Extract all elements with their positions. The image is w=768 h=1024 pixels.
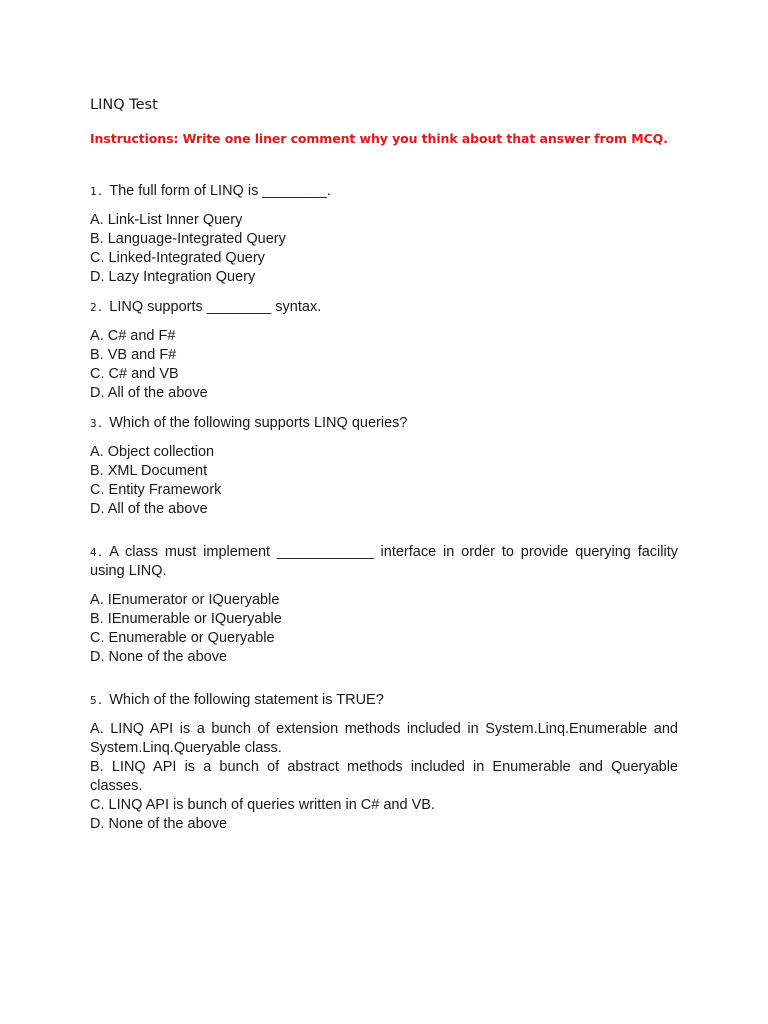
option-c: C. Enumerable or Queryable	[90, 630, 275, 646]
option-a: A. LINQ API is a bunch of extension methods included in System.Linq.Enumerable and System.Linq.Queryable class.	[90, 721, 678, 756]
options-list	[90, 591, 678, 667]
instructions-text: Instructions: Write one liner comment why you think about that answer from MCQ.	[90, 131, 668, 146]
question-number: 5.	[90, 694, 104, 707]
question-text	[90, 298, 678, 317]
question-3	[90, 414, 678, 519]
options-list	[90, 720, 678, 834]
option-a: A. C# and F#	[90, 328, 176, 344]
options-list	[90, 211, 678, 287]
question-number: 3.	[90, 417, 104, 430]
option-a: A. Object collection	[90, 444, 215, 460]
option-c: C. Entity Framework	[90, 482, 222, 498]
question-5	[90, 691, 678, 834]
option-a: A. Link-List Inner Query	[90, 212, 243, 228]
option-d: D. None of the above	[90, 649, 228, 665]
option-b: B. Language-Integrated Query	[90, 231, 286, 247]
question-text	[90, 414, 678, 433]
question-4	[90, 543, 678, 667]
question-body: LINQ supports ________ syntax.	[109, 299, 322, 315]
option-d: D. All of the above	[90, 385, 208, 401]
option-c: C. LINQ API is bunch of queries written in C# and VB.	[90, 797, 435, 813]
document-page	[90, 94, 678, 834]
option-c: C. Linked-Integrated Query	[90, 250, 265, 266]
option-b: B. VB and F#	[90, 347, 177, 363]
options-list	[90, 327, 678, 403]
question-text	[90, 543, 678, 581]
options-list	[90, 443, 678, 519]
option-a: A. IEnumerator or IQueryable	[90, 592, 280, 608]
question-1	[90, 182, 678, 287]
question-text	[90, 182, 678, 201]
question-number: 4.	[90, 546, 104, 559]
question-text	[90, 691, 678, 710]
option-b: B. XML Document	[90, 463, 208, 479]
question-body: The full form of LINQ is ________.	[109, 183, 331, 199]
option-d: D. Lazy Integration Query	[90, 269, 256, 285]
option-d: D. All of the above	[90, 501, 208, 517]
option-b: B. LINQ API is a bunch of abstract methods included in Enumerable and Queryable classes.	[90, 759, 678, 794]
option-c: C. C# and VB	[90, 366, 179, 382]
question-number: 2.	[90, 301, 104, 314]
question-2	[90, 298, 678, 403]
question-number: 1.	[90, 185, 104, 198]
option-d: D. None of the above	[90, 816, 228, 832]
document-title: LINQ Test	[90, 97, 158, 113]
question-body: Which of the following supports LINQ queries?	[109, 415, 408, 431]
question-body: Which of the following statement is TRUE?	[109, 692, 384, 708]
question-body: A class must implement ____________ interface in order to provide querying facility using LINQ.	[90, 544, 678, 579]
option-b: B. IEnumerable or IQueryable	[90, 611, 282, 627]
